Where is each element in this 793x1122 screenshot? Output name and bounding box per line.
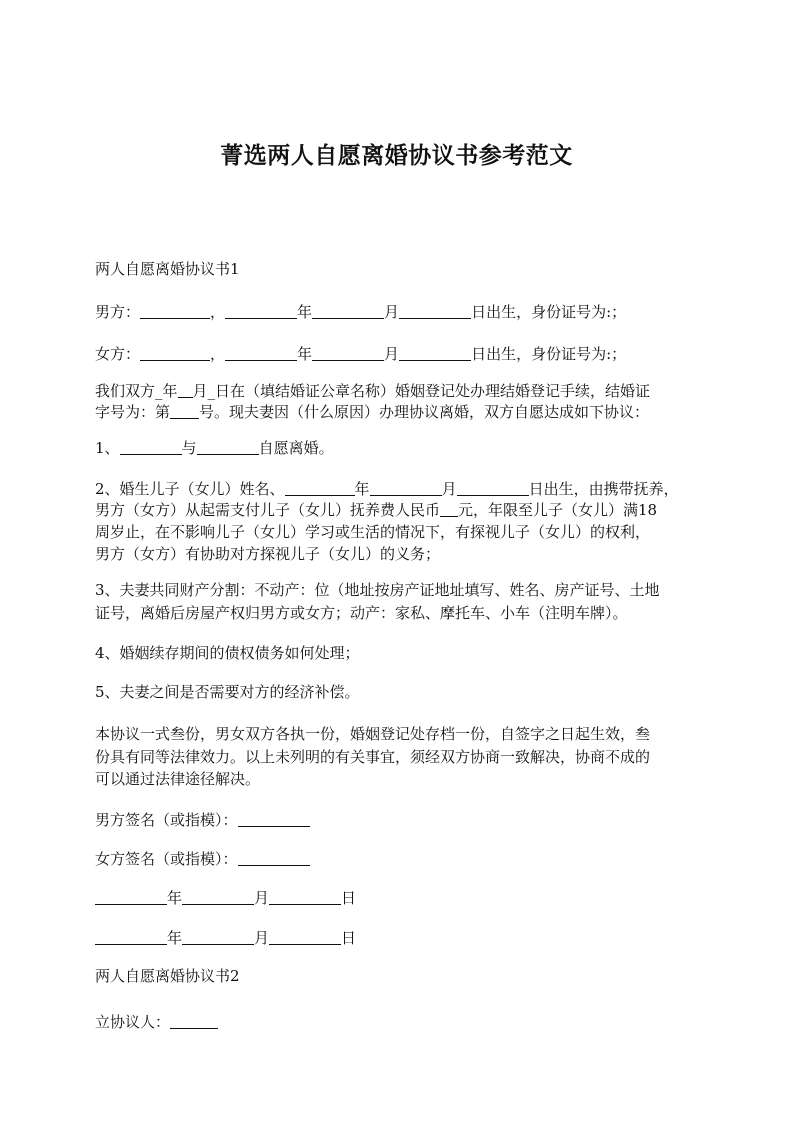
intro-text: 我们双方_年 xyxy=(95,382,178,400)
year-text: 年 xyxy=(167,889,183,907)
month-blank xyxy=(178,382,193,398)
clause-text: 与 xyxy=(181,439,197,457)
signature-blank xyxy=(238,811,310,827)
male-party-line xyxy=(95,302,701,323)
month-text: 月 xyxy=(254,929,270,947)
intro-line-1 xyxy=(95,381,701,402)
closing-line-2: 份具有同等法律效力。以上未列明的有关事宜，须经双方协商一致解决，协商不成的 xyxy=(95,748,651,766)
clause-text: 自愿离婚。 xyxy=(258,439,334,457)
female-signature-label: 女方签名（或指模）： xyxy=(95,850,238,868)
signature-blank xyxy=(238,850,310,866)
agreement-1-heading: 两人自愿离婚协议书1 xyxy=(95,260,240,278)
date-line-2 xyxy=(95,928,701,949)
clause-2-line-2 xyxy=(95,500,701,521)
party-blank xyxy=(197,439,259,455)
birth-id-text: 日出生，身份证号为:； xyxy=(471,303,627,321)
intro-text: 字号为：第 xyxy=(95,403,171,421)
clause-2-line-3: 周岁止，在不影响儿子（女儿）学习或生活的情况下，有探视儿子（女儿）的权利， xyxy=(95,523,651,541)
clause-text: 日出生，由携带抚养， xyxy=(528,480,679,498)
birth-year-blank xyxy=(225,345,297,361)
party-blank xyxy=(120,439,182,455)
month-blank xyxy=(457,480,529,496)
party-blank xyxy=(170,1013,218,1029)
amount-blank xyxy=(440,501,458,517)
day-blank xyxy=(269,929,341,945)
date-line-1 xyxy=(95,888,701,909)
birth-id-text: 日出生，身份证号为:； xyxy=(471,345,627,363)
closing-line-1: 本协议一式叁份，男女双方各执一份，婚姻登记处存档一份，自签字之日起生效，叁 xyxy=(95,725,651,743)
clause-3-line-2: 证号，离婚后房屋产权归男方或女方；动产：家私、摩托车、小车（注明车牌）。 xyxy=(95,604,628,622)
birth-year-blank xyxy=(225,303,297,319)
year-blank xyxy=(95,929,167,945)
comma-text: ， xyxy=(210,303,226,321)
child-name-blank xyxy=(285,480,355,496)
female-signature-line xyxy=(95,849,701,870)
month-text: 月 xyxy=(384,345,400,363)
year-text: 年 xyxy=(167,929,183,947)
birth-month-blank xyxy=(312,303,384,319)
party-line xyxy=(95,1012,701,1033)
year-text: 年 xyxy=(297,303,313,321)
male-label: 男方： xyxy=(95,303,141,321)
female-party-line xyxy=(95,344,701,365)
birth-day-blank xyxy=(399,303,471,319)
clause-text: 2、婚生儿子（女儿）姓名、 xyxy=(95,480,285,498)
clause-3-line-1: 3、夫妻共同财产分割：不动产：位（地址按房产证地址填写、姓名、房产证号、土地 xyxy=(95,581,660,599)
clause-5: 5、夫妻之间是否需要对方的经济补偿。 xyxy=(95,683,360,701)
intro-line-2 xyxy=(95,402,701,423)
male-signature-line xyxy=(95,810,701,831)
name-blank xyxy=(140,303,210,319)
month-blank xyxy=(182,889,254,905)
clause-4: 4、婚姻续存期间的债权债务如何处理； xyxy=(95,644,360,662)
clause-1 xyxy=(95,438,701,459)
name-blank xyxy=(140,345,210,361)
day-text: 日 xyxy=(341,929,357,947)
male-signature-label: 男方签名（或指模）： xyxy=(95,811,238,829)
female-label: 女方： xyxy=(95,345,141,363)
year-blank xyxy=(370,480,442,496)
birth-month-blank xyxy=(312,345,384,361)
day-blank xyxy=(269,889,341,905)
party-label: 立协议人： xyxy=(95,1013,171,1031)
intro-text: 号。现夫妻因（什么原因）办理协议离婚，双方自愿达成如下协议： xyxy=(199,403,650,421)
intro-text: 月_日在（填结婚证公章名称）婚姻登记处办理结婚登记手续，结婚证 xyxy=(192,382,651,400)
month-blank xyxy=(182,929,254,945)
agreement-2-heading: 两人自愿离婚协议书2 xyxy=(95,967,240,985)
birth-day-blank xyxy=(399,345,471,361)
clause-text: 男方（女方）从起需支付儿子（女儿）抚养费人民币 xyxy=(95,501,441,519)
day-text: 日 xyxy=(341,889,357,907)
comma-text: ， xyxy=(210,345,226,363)
clause-text: 年 xyxy=(354,480,370,498)
month-text: 月 xyxy=(254,889,270,907)
clause-text: 1、 xyxy=(95,439,120,457)
closing-line-3: 可以通过法律途径解决。 xyxy=(95,770,261,788)
clause-2-line-1 xyxy=(95,479,701,500)
month-text: 月 xyxy=(384,303,400,321)
clause-text: 元，年限至儿子（女儿）满18 xyxy=(458,501,658,519)
year-text: 年 xyxy=(297,345,313,363)
year-blank xyxy=(95,889,167,905)
clause-text: 月 xyxy=(441,480,457,498)
cert-number-blank xyxy=(170,403,199,419)
document-title: 菁选两人自愿离婚协议书参考范文 xyxy=(220,143,573,169)
clause-2-line-4: 男方（女方）有协助对方探视儿子（女儿）的义务； xyxy=(95,545,441,563)
